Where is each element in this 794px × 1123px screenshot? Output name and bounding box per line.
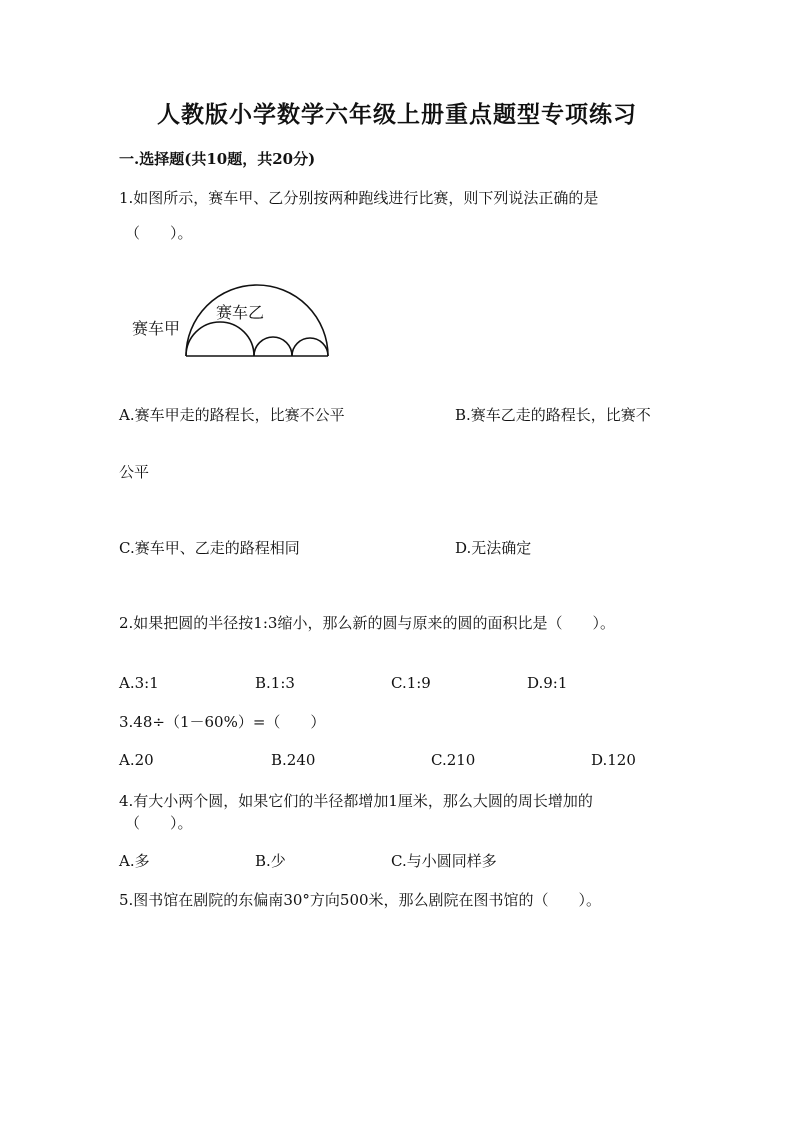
- question-1-option-a: A.赛车甲走的路程长，比赛不公平: [119, 406, 345, 424]
- page-title: 人教版小学数学六年级上册重点题型专项练习: [157, 101, 637, 128]
- question-1-option-d: D.无法确定: [455, 539, 532, 557]
- question-3-option-a: A.20: [119, 751, 154, 769]
- question-1-stem-cont: （ ）。: [125, 224, 193, 242]
- question-3-option-d: D.120: [591, 751, 636, 769]
- question-2-option-c: C.1:9: [391, 674, 431, 692]
- question-3-option-b: B.240: [271, 751, 316, 769]
- small-semicircle-3: [292, 338, 328, 356]
- question-2-option-d: D.9:1: [527, 674, 568, 692]
- question-2-option-b: B.1:3: [255, 674, 295, 692]
- small-semicircle-2: [254, 337, 292, 356]
- question-4-stem: 4.有大小两个圆，如果它们的半径都增加1厘米，那么大圆的周长增加的: [119, 792, 593, 810]
- question-4-option-a: A.多: [119, 852, 150, 870]
- question-1-option-b: B.赛车乙走的路程长，比赛不: [455, 406, 651, 424]
- race-track-figure: [126, 282, 336, 366]
- question-2-option-a: A.3:1: [119, 674, 159, 692]
- question-3-stem: 3.48÷（1－60%）=（ ）: [119, 713, 326, 731]
- question-1-option-c: C.赛车甲、乙走的路程相同: [119, 539, 300, 557]
- question-1-stem: 1.如图所示，赛车甲、乙分别按两种跑线进行比赛，则下列说法正确的是: [119, 189, 599, 207]
- question-3-option-c: C.210: [431, 751, 476, 769]
- question-1-option-b-cont: 公平: [119, 463, 150, 481]
- small-semicircle-1: [186, 322, 254, 356]
- section-header: 一.选择题(共10题，共20分): [119, 150, 316, 168]
- question-4-option-b: B.少: [255, 852, 286, 870]
- label-car-a: 赛车甲: [132, 319, 181, 338]
- label-car-b: 赛车乙: [216, 303, 265, 322]
- question-4-option-c: C.与小圆同样多: [391, 852, 497, 870]
- question-2-stem: 2.如果把圆的半径按1:3缩小，那么新的圆与原来的圆的面积比是（ ）。: [119, 614, 615, 632]
- question-4-stem-cont: （ ）。: [125, 814, 193, 832]
- question-5-stem: 5.图书馆在剧院的东偏南30°方向500米，那么剧院在图书馆的（ ）。: [119, 891, 602, 909]
